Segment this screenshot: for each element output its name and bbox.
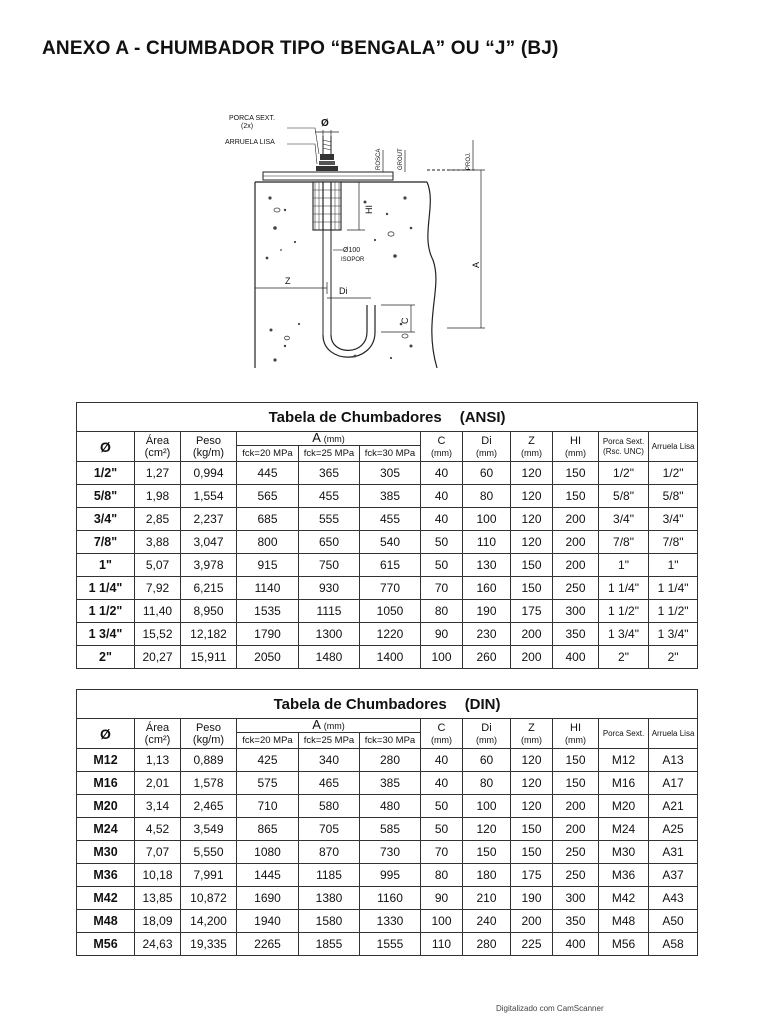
din-cell: 200 [511, 910, 553, 933]
ansi-cell: 200 [553, 554, 599, 577]
ansi-cell: 7,92 [135, 577, 181, 600]
ansi-cell: 1,554 [181, 485, 237, 508]
ansi-table-row [77, 646, 698, 669]
ansi-cell: 200 [553, 508, 599, 531]
din-header-hi: HI (mm) [553, 719, 599, 749]
din-cell: 150 [511, 818, 553, 841]
ansi-cell: 400 [553, 646, 599, 669]
din-cell: 1185 [299, 864, 360, 887]
ansi-title-text: Tabela de Chumbadores [268, 408, 442, 426]
din-cell: 4,52 [135, 818, 181, 841]
din-cell: 1160 [360, 887, 421, 910]
din-cell: 870 [299, 841, 360, 864]
din-cell: 1555 [360, 933, 421, 956]
diagram-label-z: Z [285, 276, 291, 286]
din-cell: 1855 [299, 933, 360, 956]
ansi-cell: 120 [511, 485, 553, 508]
ansi-cell: 385 [360, 485, 421, 508]
din-cell: 200 [553, 795, 599, 818]
din-table-row [77, 749, 698, 772]
din-cell: M20 [599, 795, 649, 818]
din-cell: 7,07 [135, 841, 181, 864]
din-cell: 705 [299, 818, 360, 841]
ansi-header-hi: HI (mm) [553, 432, 599, 462]
din-cell: 865 [237, 818, 299, 841]
ansi-cell: 8,950 [181, 600, 237, 623]
din-cell: 150 [553, 749, 599, 772]
ansi-cell: 150 [511, 554, 553, 577]
ansi-header-phi: Ø [77, 432, 135, 462]
ansi-cell: 1220 [360, 623, 421, 646]
ansi-table-row [77, 623, 698, 646]
din-table-row [77, 933, 698, 956]
ansi-cell: 1 1/4" [77, 577, 135, 600]
din-cell: 585 [360, 818, 421, 841]
din-cell: 120 [511, 749, 553, 772]
din-cell: 465 [299, 772, 360, 795]
ansi-cell: 445 [237, 462, 299, 485]
ansi-cell: 200 [553, 531, 599, 554]
din-table-row [77, 772, 698, 795]
ansi-cell: 5/8" [649, 485, 698, 508]
ansi-cell: 200 [511, 623, 553, 646]
ansi-cell: 305 [360, 462, 421, 485]
din-cell: 730 [360, 841, 421, 864]
ansi-cell: 800 [237, 531, 299, 554]
din-header-fck20: fck=20 MPa [237, 733, 299, 749]
din-cell: 7,991 [181, 864, 237, 887]
din-cell: M16 [599, 772, 649, 795]
din-cell: 50 [421, 818, 463, 841]
ansi-cell: 15,52 [135, 623, 181, 646]
ansi-cell: 1300 [299, 623, 360, 646]
ansi-table-row [77, 577, 698, 600]
ansi-header-arruela: Arruela Lisa [649, 432, 698, 462]
din-cell: 18,09 [135, 910, 181, 933]
ansi-cell: 80 [421, 600, 463, 623]
ansi-cell: 11,40 [135, 600, 181, 623]
din-cell: 1580 [299, 910, 360, 933]
diagram-label-washer: ARRUELA LISA [225, 139, 275, 146]
din-table-row [77, 841, 698, 864]
din-cell: 1380 [299, 887, 360, 910]
ansi-table-row [77, 531, 698, 554]
din-cell: 425 [237, 749, 299, 772]
ansi-table-row [77, 508, 698, 531]
ansi-header-fck30: fck=30 MPa [360, 446, 421, 462]
din-cell: 180 [463, 864, 511, 887]
din-cell: 400 [553, 933, 599, 956]
din-cell: M36 [599, 864, 649, 887]
ansi-cell: 2050 [237, 646, 299, 669]
din-cell: 580 [299, 795, 360, 818]
din-table-row [77, 818, 698, 841]
din-cell: 100 [421, 910, 463, 933]
din-cell: 710 [237, 795, 299, 818]
din-cell: 280 [360, 749, 421, 772]
ansi-cell: 50 [421, 554, 463, 577]
ansi-cell: 365 [299, 462, 360, 485]
din-table-row [77, 887, 698, 910]
ansi-cell: 6,215 [181, 577, 237, 600]
ansi-cell: 230 [463, 623, 511, 646]
anchor-bolt-diagram [215, 110, 495, 375]
din-cell: 250 [553, 864, 599, 887]
ansi-cell: 150 [511, 577, 553, 600]
ansi-cell: 1 3/4" [649, 623, 698, 646]
din-title-text: Tabela de Chumbadores [273, 695, 447, 713]
ansi-cell: 2" [599, 646, 649, 669]
din-cell: M56 [599, 933, 649, 956]
ansi-cell: 1790 [237, 623, 299, 646]
din-header-phi: Ø [77, 719, 135, 749]
din-cell: M12 [77, 749, 135, 772]
din-cell: 3,549 [181, 818, 237, 841]
ansi-cell: 1115 [299, 600, 360, 623]
din-cell: 14,200 [181, 910, 237, 933]
ansi-cell: 1" [77, 554, 135, 577]
ansi-header-di: Di (mm) [463, 432, 511, 462]
din-cell: 575 [237, 772, 299, 795]
din-table-row [77, 910, 698, 933]
din-cell: 40 [421, 749, 463, 772]
din-cell: 60 [463, 749, 511, 772]
ansi-cell: 350 [553, 623, 599, 646]
ansi-cell: 750 [299, 554, 360, 577]
din-cell: M56 [77, 933, 135, 956]
ansi-cell: 20,27 [135, 646, 181, 669]
din-cell: 240 [463, 910, 511, 933]
ansi-standard: (ANSI) [459, 408, 506, 426]
din-cell: 80 [463, 772, 511, 795]
ansi-cell: 2" [649, 646, 698, 669]
din-cell: 340 [299, 749, 360, 772]
ansi-header-area: Área (cm²) [135, 432, 181, 462]
din-cell: 24,63 [135, 933, 181, 956]
ansi-cell: 120 [511, 531, 553, 554]
din-cell: 100 [463, 795, 511, 818]
ansi-cell: 5/8" [77, 485, 135, 508]
ansi-cell: 0,994 [181, 462, 237, 485]
din-header-porca: Porca Sext. [599, 719, 649, 749]
ansi-cell: 150 [553, 485, 599, 508]
din-cell: 1,13 [135, 749, 181, 772]
ansi-cell: 565 [237, 485, 299, 508]
ansi-header-z: Z (mm) [511, 432, 553, 462]
din-header-fck30: fck=30 MPa [360, 733, 421, 749]
ansi-cell: 1050 [360, 600, 421, 623]
ansi-cell: 7/8" [599, 531, 649, 554]
ansi-cell: 40 [421, 462, 463, 485]
ansi-cell: 160 [463, 577, 511, 600]
din-cell: 1080 [237, 841, 299, 864]
ansi-cell: 1 1/4" [599, 577, 649, 600]
din-header-a: A (mm) [237, 719, 421, 733]
ansi-cell: 1" [649, 554, 698, 577]
diagram-label-grout: GROUT [398, 148, 404, 170]
din-cell: 10,872 [181, 887, 237, 910]
din-cell: M42 [599, 887, 649, 910]
ansi-cell: 1 1/2" [649, 600, 698, 623]
ansi-header-porca: Porca Sext. (Rsc. UNC) [599, 432, 649, 462]
diagram-label-proj: PROJ. [466, 152, 472, 170]
ansi-cell: 455 [299, 485, 360, 508]
ansi-cell: 260 [463, 646, 511, 669]
ansi-cell: 200 [511, 646, 553, 669]
din-cell: 280 [463, 933, 511, 956]
din-cell: 1,578 [181, 772, 237, 795]
din-table-row [77, 795, 698, 818]
ansi-cell: 300 [553, 600, 599, 623]
diagram-label-hi: HI [364, 205, 374, 214]
diagram-label-a: A [471, 261, 481, 268]
din-cell: M24 [77, 818, 135, 841]
din-cell: 70 [421, 841, 463, 864]
din-cell: A17 [649, 772, 698, 795]
din-cell: A21 [649, 795, 698, 818]
din-cell: 150 [553, 772, 599, 795]
din-cell: 3,14 [135, 795, 181, 818]
ansi-cell: 1,98 [135, 485, 181, 508]
ansi-cell: 1 3/4" [77, 623, 135, 646]
ansi-cell: 1" [599, 554, 649, 577]
ansi-cell: 120 [511, 462, 553, 485]
ansi-table-row [77, 600, 698, 623]
din-cell: 120 [511, 795, 553, 818]
din-cell: 19,335 [181, 933, 237, 956]
ansi-cell: 2,85 [135, 508, 181, 531]
ansi-header-fck25: fck=25 MPa [299, 446, 360, 462]
ansi-cell: 12,182 [181, 623, 237, 646]
ansi-cell: 100 [421, 646, 463, 669]
ansi-cell: 120 [511, 508, 553, 531]
page-title: ANEXO A - CHUMBADOR TIPO “BENGALA” OU “J” (BJ) [42, 38, 559, 59]
ansi-cell: 5/8" [599, 485, 649, 508]
ansi-cell: 1 3/4" [599, 623, 649, 646]
ansi-header-a: A (mm) [237, 432, 421, 446]
ansi-cell: 175 [511, 600, 553, 623]
din-cell: 200 [553, 818, 599, 841]
din-header-c: C (mm) [421, 719, 463, 749]
ansi-cell: 3/4" [77, 508, 135, 531]
ansi-cell: 5,07 [135, 554, 181, 577]
ansi-cell: 1535 [237, 600, 299, 623]
din-cell: M24 [599, 818, 649, 841]
din-cell: A31 [649, 841, 698, 864]
din-header-area: Área (cm²) [135, 719, 181, 749]
din-cell: 80 [421, 864, 463, 887]
ansi-cell: 3/4" [599, 508, 649, 531]
diagram-label-sleeve-dia: Ø100 [343, 247, 361, 254]
scanner-footer: Digitalizado com CamScanner [496, 1004, 604, 1013]
ansi-cell: 770 [360, 577, 421, 600]
ansi-cell: 915 [237, 554, 299, 577]
diagram-label-di: Di [339, 286, 348, 296]
din-header-z: Z (mm) [511, 719, 553, 749]
ansi-header-fck20: fck=20 MPa [237, 446, 299, 462]
din-cell: 50 [421, 795, 463, 818]
ansi-table-row [77, 462, 698, 485]
ansi-cell: 190 [463, 600, 511, 623]
din-table-body [77, 749, 698, 956]
ansi-cell: 1/2" [77, 462, 135, 485]
ansi-cell: 7/8" [77, 531, 135, 554]
ansi-cell: 455 [360, 508, 421, 531]
din-cell: 210 [463, 887, 511, 910]
din-cell: 1690 [237, 887, 299, 910]
din-cell: 995 [360, 864, 421, 887]
din-cell: 90 [421, 887, 463, 910]
din-cell: 1330 [360, 910, 421, 933]
ansi-cell: 7/8" [649, 531, 698, 554]
ansi-cell: 1,27 [135, 462, 181, 485]
din-cell: 40 [421, 772, 463, 795]
ansi-cell: 1 1/2" [599, 600, 649, 623]
ansi-cell: 90 [421, 623, 463, 646]
din-cell: 150 [463, 841, 511, 864]
ansi-cell: 650 [299, 531, 360, 554]
ansi-cell: 3,978 [181, 554, 237, 577]
din-cell: 2265 [237, 933, 299, 956]
ansi-cell: 1140 [237, 577, 299, 600]
ansi-cell: 1400 [360, 646, 421, 669]
ansi-cell: 3/4" [649, 508, 698, 531]
din-cell: M36 [77, 864, 135, 887]
din-cell: 190 [511, 887, 553, 910]
din-cell: 1940 [237, 910, 299, 933]
ansi-cell: 50 [421, 531, 463, 554]
ansi-cell: 100 [463, 508, 511, 531]
din-cell: 250 [553, 841, 599, 864]
din-header-peso: Peso (kg/m) [181, 719, 237, 749]
diagram-label-nut: PORCA SEXT. [229, 115, 275, 122]
diagram-label-isopor: ISOPOR [341, 257, 365, 263]
din-cell: 0,889 [181, 749, 237, 772]
ansi-cell: 540 [360, 531, 421, 554]
din-cell: 120 [511, 772, 553, 795]
ansi-header-c: C (mm) [421, 432, 463, 462]
ansi-cell: 40 [421, 485, 463, 508]
din-header-fck25: fck=25 MPa [299, 733, 360, 749]
ansi-cell: 1 1/2" [77, 600, 135, 623]
din-cell: 2,465 [181, 795, 237, 818]
din-cell: M20 [77, 795, 135, 818]
din-cell: A43 [649, 887, 698, 910]
din-standard: (DIN) [464, 695, 501, 713]
ansi-cell: 2,237 [181, 508, 237, 531]
din-cell: A25 [649, 818, 698, 841]
din-cell: M16 [77, 772, 135, 795]
diagram-label-rosca: ROSCA [376, 148, 382, 170]
ansi-cell: 1/2" [649, 462, 698, 485]
din-cell: 110 [421, 933, 463, 956]
din-cell: 1445 [237, 864, 299, 887]
din-cell: 300 [553, 887, 599, 910]
din-cell: A50 [649, 910, 698, 933]
ansi-cell: 130 [463, 554, 511, 577]
din-cell: A58 [649, 933, 698, 956]
din-cell: 225 [511, 933, 553, 956]
din-cell: 150 [511, 841, 553, 864]
ansi-table-row [77, 485, 698, 508]
din-table-title [77, 690, 698, 719]
diagram-label-phi: Ø [321, 118, 329, 129]
din-cell: M30 [599, 841, 649, 864]
ansi-cell: 685 [237, 508, 299, 531]
ansi-cell: 60 [463, 462, 511, 485]
din-cell: A37 [649, 864, 698, 887]
ansi-cell: 615 [360, 554, 421, 577]
din-table-row [77, 864, 698, 887]
ansi-cell: 150 [553, 462, 599, 485]
ansi-cell: 250 [553, 577, 599, 600]
ansi-table-row [77, 554, 698, 577]
ansi-cell: 1 1/4" [649, 577, 698, 600]
ansi-cell: 15,911 [181, 646, 237, 669]
ansi-cell: 3,88 [135, 531, 181, 554]
ansi-cell: 110 [463, 531, 511, 554]
ansi-cell: 1/2" [599, 462, 649, 485]
din-cell: A13 [649, 749, 698, 772]
ansi-cell: 40 [421, 508, 463, 531]
din-cell: 480 [360, 795, 421, 818]
ansi-table-title [77, 403, 698, 432]
ansi-cell: 3,047 [181, 531, 237, 554]
din-cell: M48 [599, 910, 649, 933]
din-cell: 5,550 [181, 841, 237, 864]
din-cell: M42 [77, 887, 135, 910]
ansi-cell: 930 [299, 577, 360, 600]
diagram-label-c: C [400, 317, 410, 324]
din-cell: M48 [77, 910, 135, 933]
ansi-cell: 555 [299, 508, 360, 531]
din-cell: M12 [599, 749, 649, 772]
ansi-header-peso: Peso (kg/m) [181, 432, 237, 462]
din-cell: 2,01 [135, 772, 181, 795]
din-header-arruela: Arruela Lisa [649, 719, 698, 749]
ansi-cell: 70 [421, 577, 463, 600]
ansi-table-body [77, 462, 698, 669]
din-cell: 120 [463, 818, 511, 841]
din-anchor-table [76, 689, 698, 956]
din-cell: 175 [511, 864, 553, 887]
din-cell: 13,85 [135, 887, 181, 910]
ansi-anchor-table [76, 402, 698, 669]
din-cell: 385 [360, 772, 421, 795]
ansi-cell: 2" [77, 646, 135, 669]
ansi-cell: 1480 [299, 646, 360, 669]
din-cell: 350 [553, 910, 599, 933]
ansi-cell: 80 [463, 485, 511, 508]
din-header-di: Di (mm) [463, 719, 511, 749]
din-cell: M30 [77, 841, 135, 864]
diagram-label-nut-qty: (2x) [241, 123, 254, 130]
din-cell: 10,18 [135, 864, 181, 887]
